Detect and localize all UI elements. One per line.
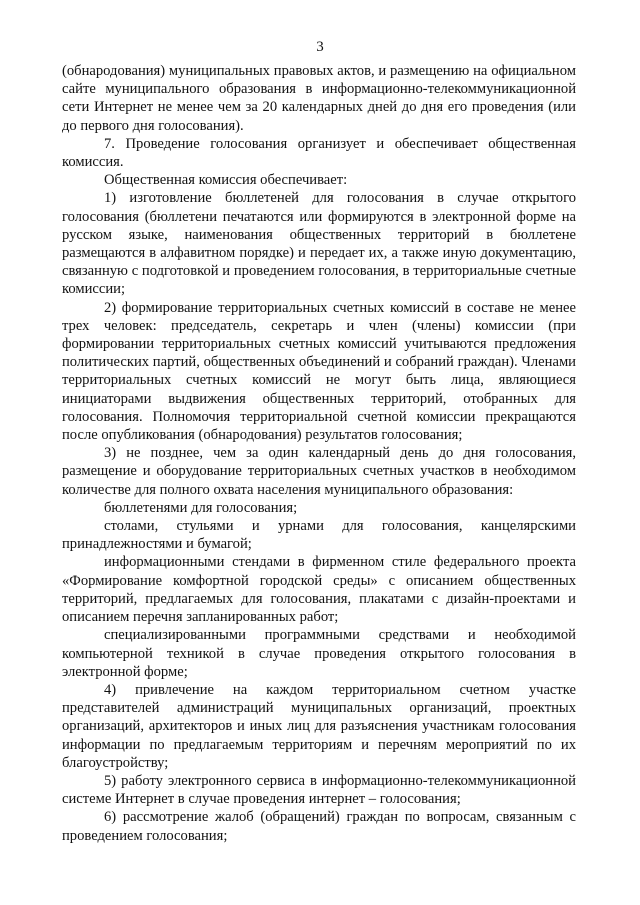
document-body [62,62,576,845]
paragraph: 2) формирование территориальных счетных комиссий в составе не менее трех человек: председатель, секретарь и член (члены) комиссии (при формировании территориальных счетных комиссий учитываются предложения политических партий, общественных объединений и собраний граждан). Членами территориальных счетных комиссий не могут быть лица, являющиеся инициаторами выдвижения общественных территорий, отобранных для голосования. Полномочия территориальной счетной комиссии прекращаются после опубликования (обнародования) результатов голосования; [62,299,576,444]
paragraph: 5) работу электронного сервиса в информационно-телекоммуникационной системе Интернет в случае проведения интернет – голосования; [62,772,576,808]
paragraph: 6) рассмотрение жалоб (обращений) граждан по вопросам, связанным с проведением голосования; [62,809,576,844]
paragraph: 1) изготовление бюллетеней для голосования в случае открытого голосования (бюллетени печатаются или формируются в электронной форме на русском языке, наименования общественных территорий в бюллетене размещаются в алфавитном порядке) и передает их, а также иную документацию, связанную с подготовкой и проведением голосования, в территориальные счетные комиссии; [62,190,576,298]
paragraph: специализированными программными средствами и необходимой компьютерной техникой в случае проведения открытого голосования в электронной форме; [62,627,576,680]
paragraph: (обнародования) муниципальных правовых актов, и размещению на официальном сайте муниципального образования в информационно-телекоммуникационной сети Интернет не менее чем за 20 календарных дней до дня его проведения (или до первого дня голосования). [62,63,576,134]
paragraph: бюллетенями для голосования; [104,499,298,516]
paragraph: информационными стендами в фирменном стиле федерального проекта «Формирование комфортной городской среды» с описанием общественных территорий, предлагаемых для голосования, плакатами с дизайн-проектами и описанием перечня запланированных работ; [62,554,576,626]
paragraph: 7. Проведение голосования организует и обеспечивает общественная комиссия. [62,135,576,171]
paragraph: 3) не позднее, чем за один календарный день до дня голосования, размещение и оборудование территориальных счетных участков в необходимом количестве для полного охвата населения муниципального образования: [62,445,576,498]
paragraph: столами, стульями и урнами для голосования, канцелярскими принадлежностями и бумагой; [62,518,576,553]
paragraph: Общественная комиссия обеспечивает: [104,172,348,189]
page-number: 3 [316,39,324,55]
paragraph: 4) привлечение на каждом территориальном счетном участке представителей администраций муниципальных организаций, проектных организаций, архитекторов и иных лиц для разъяснения участникам голосования информации по предлагаемым территориям и перечням мероприятий по их благоустройству; [62,681,576,771]
